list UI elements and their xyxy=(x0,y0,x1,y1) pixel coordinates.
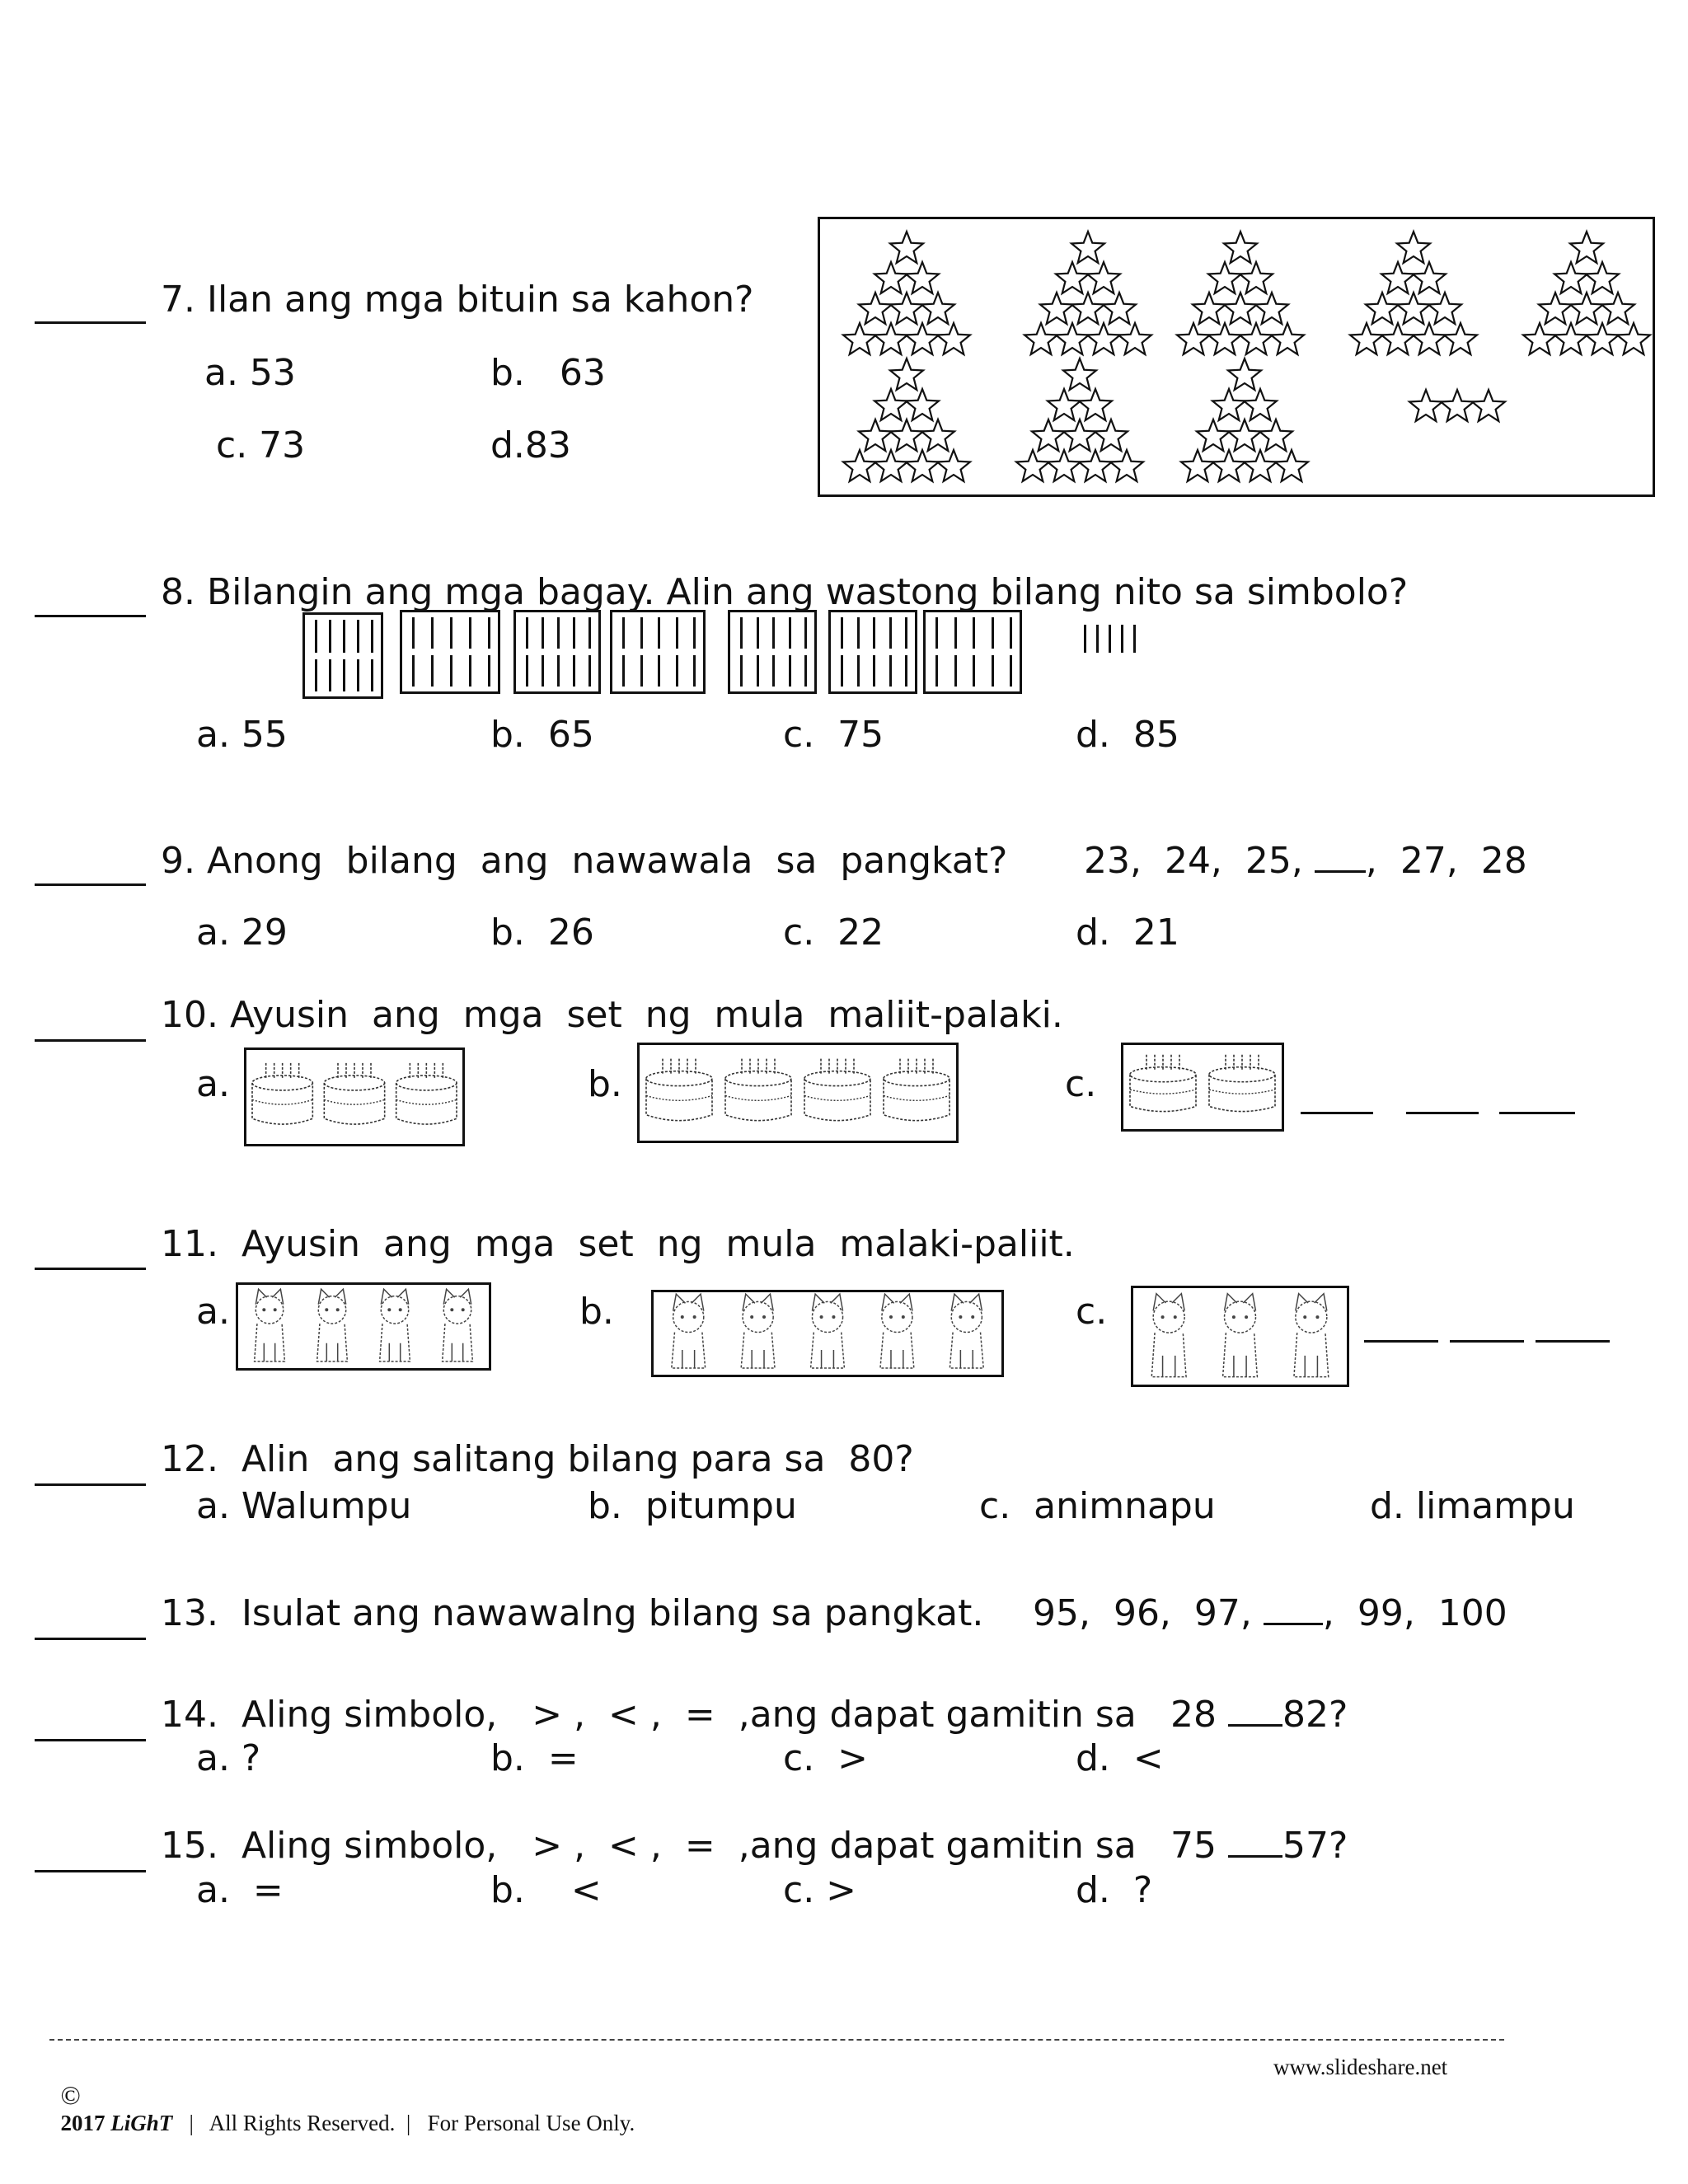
star-icon xyxy=(874,389,907,420)
star-icon xyxy=(1523,323,1556,354)
cat-icon xyxy=(950,1294,983,1368)
star-icon xyxy=(906,262,939,293)
question-15: 15. Aling simbolo, > , < , = ,ang dapat gamitin sa xyxy=(161,1825,1137,1867)
star-icon xyxy=(1240,323,1273,354)
star-icon xyxy=(1079,389,1112,420)
q10-set-b[interactable] xyxy=(637,1043,959,1143)
tally-mark xyxy=(431,655,434,687)
star-icon xyxy=(1177,323,1210,354)
tally-mark xyxy=(542,617,544,649)
q11-set-b[interactable] xyxy=(651,1290,1004,1377)
tally-mark xyxy=(772,655,775,687)
question-8: 8. Bilangin ang mga bagay. Alin ang wastong bilang nito sa simbolo? xyxy=(161,571,1409,613)
q9-option-b[interactable]: b. 26 xyxy=(490,912,594,954)
q14-option-d[interactable]: d. < xyxy=(1076,1737,1164,1779)
tally-mark xyxy=(992,655,994,687)
answer-blank-15[interactable] xyxy=(35,1860,146,1876)
q15-comparison-blank[interactable] xyxy=(1228,1855,1282,1858)
star-icon xyxy=(906,389,939,420)
tally-mark xyxy=(841,655,843,687)
question-7: 7. Ilan ang mga bituin sa kahon? xyxy=(161,279,754,321)
star-icon xyxy=(1539,293,1572,324)
star-icon xyxy=(1040,293,1073,324)
tally-mark xyxy=(557,655,560,687)
tally-mark xyxy=(371,620,373,653)
star-icon xyxy=(1208,262,1241,293)
tally-mark xyxy=(973,617,975,649)
star-icon xyxy=(1244,450,1277,481)
star-icon xyxy=(921,293,954,324)
tally-mark xyxy=(905,617,907,649)
star-icon xyxy=(1397,232,1430,263)
star-icon xyxy=(937,450,970,481)
star-icon xyxy=(1228,419,1261,451)
star-icon xyxy=(1110,450,1143,481)
star-icon xyxy=(1071,232,1104,263)
tally-mark xyxy=(889,655,892,687)
star-icon xyxy=(1381,323,1414,354)
star-icon xyxy=(1444,323,1477,354)
q9-sequence-blank[interactable] xyxy=(1315,870,1366,873)
star-icon xyxy=(1570,293,1603,324)
tally-mark xyxy=(804,617,807,649)
star-icon xyxy=(1271,323,1304,354)
tally-bundle xyxy=(400,610,500,694)
q12-option-b[interactable]: b. pitumpu xyxy=(588,1485,797,1527)
q9-option-a[interactable]: a. 29 xyxy=(196,912,288,954)
star-icon xyxy=(1413,262,1446,293)
tally-mark xyxy=(573,655,575,687)
footer-site: www.slideshare.net xyxy=(1273,2055,1448,2079)
tally-mark xyxy=(757,655,759,687)
q9-option-d[interactable]: d. 21 xyxy=(1076,912,1179,954)
star-icon xyxy=(1409,390,1442,421)
q9-option-c[interactable]: c. 22 xyxy=(783,912,884,954)
star-icon xyxy=(1056,262,1089,293)
cake-icon xyxy=(646,1057,712,1121)
cat-icon xyxy=(317,1289,348,1361)
q11-label-a: a. xyxy=(196,1291,230,1333)
star-icon xyxy=(1570,232,1603,263)
tally-mark xyxy=(329,620,331,653)
tally-mark xyxy=(905,655,907,687)
star-icon xyxy=(1554,262,1587,293)
star-icon xyxy=(1255,293,1288,324)
tally-mark xyxy=(954,617,957,649)
tally-mark xyxy=(740,617,743,649)
tally-mark xyxy=(542,655,544,687)
tally-mark xyxy=(857,617,860,649)
cake-icon xyxy=(725,1057,791,1121)
tally-mark xyxy=(469,655,471,687)
cat-icon xyxy=(443,1289,473,1361)
q15-option-c[interactable]: c. > xyxy=(783,1869,857,1911)
cake-icon xyxy=(252,1062,312,1124)
star-icon xyxy=(1087,323,1120,354)
star-icon xyxy=(1025,323,1057,354)
tally-mark xyxy=(973,655,975,687)
tally-bundle xyxy=(828,610,917,694)
q8-option-c[interactable]: c. 75 xyxy=(783,714,884,756)
q12-option-a[interactable]: a. Walumpu xyxy=(196,1485,412,1527)
answer-blank-10[interactable] xyxy=(35,1029,146,1045)
tally-mark xyxy=(841,617,843,649)
tally-mark xyxy=(488,655,490,687)
star-icon xyxy=(1275,450,1308,481)
star-icon xyxy=(1208,323,1241,354)
q8-option-a[interactable]: a. 55 xyxy=(196,714,288,756)
q11-order-blanks[interactable] xyxy=(1364,1330,1610,1346)
star-icon xyxy=(1381,262,1414,293)
answer-blank-7[interactable] xyxy=(35,312,146,327)
tally-mark xyxy=(315,659,317,692)
star-icon xyxy=(890,359,923,390)
star-icon xyxy=(874,450,907,481)
q8-option-d[interactable]: d. 85 xyxy=(1076,714,1179,756)
star-icon xyxy=(1413,323,1446,354)
star-icon xyxy=(1228,359,1261,390)
q7-option-a[interactable]: a. 53 xyxy=(204,352,296,394)
star-icon xyxy=(1063,419,1096,451)
star-icon xyxy=(1441,390,1474,421)
tally-mark xyxy=(371,659,373,692)
q7-option-b[interactable]: b. 63 xyxy=(490,352,606,394)
star-icon xyxy=(1118,323,1151,354)
star-icon xyxy=(1259,419,1292,451)
tally-mark xyxy=(315,620,317,653)
tally-mark xyxy=(1109,625,1111,653)
copyright-icon: © xyxy=(60,2080,81,2110)
tally-mark xyxy=(935,617,938,649)
star-icon xyxy=(1197,419,1230,451)
star-icon xyxy=(1181,450,1214,481)
tally-mark xyxy=(588,655,591,687)
tally-mark xyxy=(693,617,696,649)
star-icon xyxy=(843,450,876,481)
star-icon xyxy=(859,293,892,324)
tally-mark xyxy=(588,617,591,649)
cat-icon xyxy=(1294,1294,1329,1377)
star-icon xyxy=(890,232,923,263)
star-icon xyxy=(1472,390,1505,421)
q14-option-b[interactable]: b. = xyxy=(490,1737,579,1779)
tally-bundle xyxy=(610,610,706,694)
tally-mark xyxy=(573,617,575,649)
star-icon xyxy=(1224,293,1257,324)
tally-mark xyxy=(526,617,528,649)
q12-option-d[interactable]: d. limampu xyxy=(1370,1485,1575,1527)
tally-mark xyxy=(658,655,660,687)
question-11: 11. Ayusin ang mga set ng mula malaki-paliit. xyxy=(161,1223,1075,1265)
star-icon xyxy=(1586,323,1619,354)
tally-mark xyxy=(343,620,345,653)
q14-option-c[interactable]: c. > xyxy=(783,1737,869,1779)
cat-icon xyxy=(380,1289,410,1361)
star-icon xyxy=(843,323,876,354)
question-14: 14. Aling simbolo, > , < , = ,ang dapat gamitin sa xyxy=(161,1694,1137,1736)
tally-mark xyxy=(450,655,452,687)
tally-mark xyxy=(357,620,359,653)
tally-mark xyxy=(1133,625,1136,653)
tally-mark xyxy=(640,655,643,687)
tally-mark xyxy=(622,617,625,649)
q14-comparison: 28 82? xyxy=(1170,1694,1348,1736)
tally-bundle xyxy=(923,610,1022,694)
q9-sequence: 23, 24, 25, , 27, 28 xyxy=(1084,840,1527,882)
star-icon xyxy=(1244,389,1277,420)
q15-option-d[interactable]: d. ? xyxy=(1076,1869,1153,1911)
tally-mark xyxy=(622,655,625,687)
cat-icon xyxy=(1223,1294,1258,1377)
tally-bundle xyxy=(728,610,817,694)
cat-icon xyxy=(1151,1294,1186,1377)
q10-order-blanks[interactable] xyxy=(1301,1102,1575,1118)
tally-mark xyxy=(1096,625,1099,653)
q11-label-b: b. xyxy=(579,1291,614,1333)
question-12: 12. Alin ang salitang bilang para sa 80? xyxy=(161,1438,914,1480)
answer-blank-9[interactable] xyxy=(35,874,146,889)
star-icon xyxy=(1079,450,1112,481)
star-icon xyxy=(1048,389,1081,420)
tally-mark xyxy=(1010,655,1012,687)
tally-mark xyxy=(857,655,860,687)
tally-mark xyxy=(343,659,345,692)
star-icon xyxy=(1056,323,1089,354)
q12-option-c[interactable]: c. animnapu xyxy=(979,1485,1216,1527)
q15-option-a[interactable]: a. = xyxy=(196,1869,284,1911)
tally-mark xyxy=(431,617,434,649)
answer-blank-11[interactable] xyxy=(35,1258,146,1273)
star-icon xyxy=(1095,419,1128,451)
tally-mark xyxy=(526,655,528,687)
tally-mark xyxy=(873,617,875,649)
q10-label-b: b. xyxy=(588,1063,622,1105)
tally-mark xyxy=(1084,625,1086,653)
question-13: 13. Isulat ang nawawalng bilang sa pangkat. xyxy=(161,1592,984,1634)
tally-mark xyxy=(889,617,892,649)
tally-mark xyxy=(488,617,490,649)
tally-mark xyxy=(557,617,560,649)
q10-set-c[interactable] xyxy=(1121,1043,1284,1132)
star-icon xyxy=(1063,359,1096,390)
q11-label-c: c. xyxy=(1076,1291,1108,1333)
question-9: 9. Anong bilang ang nawawala sa pangkat? xyxy=(161,840,1008,882)
q15-comparison: 75 57? xyxy=(1170,1825,1348,1867)
answer-blank-14[interactable] xyxy=(35,1729,146,1745)
tally-mark xyxy=(789,617,791,649)
q7-option-d[interactable]: d.83 xyxy=(490,424,571,466)
q10-label-a: a. xyxy=(196,1063,230,1105)
tally-mark xyxy=(1010,617,1012,649)
stars-box xyxy=(818,217,1655,497)
star-icon xyxy=(1617,323,1650,354)
tally-mark xyxy=(693,655,696,687)
tally-mark xyxy=(804,655,807,687)
q8-option-b[interactable]: b. 65 xyxy=(490,714,594,756)
question-10: 10. Ayusin ang mga set ng mula maliit-palaki. xyxy=(161,994,1063,1036)
star-icon xyxy=(1087,262,1120,293)
star-icon xyxy=(1554,323,1587,354)
tally-mark xyxy=(412,655,415,687)
q14-option-a[interactable]: a. ? xyxy=(196,1737,261,1779)
tally-mark xyxy=(676,617,678,649)
cat-icon xyxy=(672,1294,706,1368)
star-icon xyxy=(874,323,907,354)
q10-set-a[interactable] xyxy=(244,1047,465,1146)
tally-mark xyxy=(954,655,957,687)
star-icon xyxy=(1212,450,1245,481)
q13-sequence: 95, 96, 97, , 99, 100 xyxy=(1033,1592,1507,1634)
tally-mark xyxy=(992,617,994,649)
answer-blank-13[interactable] xyxy=(35,1628,146,1643)
tally-bundle xyxy=(513,610,601,694)
footer-divider xyxy=(49,2039,1504,2041)
star-icon xyxy=(1350,323,1383,354)
star-icon xyxy=(890,419,923,451)
star-icon xyxy=(1601,293,1634,324)
tally-mark xyxy=(740,655,743,687)
star-icon xyxy=(1586,262,1619,293)
tally-mark xyxy=(469,617,471,649)
cat-icon xyxy=(741,1294,775,1368)
star-icon xyxy=(1428,293,1461,324)
star-icon xyxy=(1016,450,1049,481)
q13-sequence-blank[interactable] xyxy=(1264,1623,1323,1625)
tally-mark xyxy=(412,617,415,649)
tally-mark xyxy=(789,655,791,687)
q7-option-c[interactable]: c. 73 xyxy=(216,424,306,466)
answer-blank-12[interactable] xyxy=(35,1474,146,1489)
q10-label-c: c. xyxy=(1065,1063,1097,1105)
tally-mark xyxy=(676,655,678,687)
star-icon xyxy=(921,419,954,451)
cat-icon xyxy=(255,1289,285,1361)
star-icon xyxy=(890,293,923,324)
cake-icon xyxy=(884,1057,950,1121)
star-icon xyxy=(906,323,939,354)
star-icon xyxy=(1103,293,1136,324)
tally-mark xyxy=(357,659,359,692)
star-icon xyxy=(1032,419,1065,451)
cake-icon xyxy=(804,1057,870,1121)
star-icon xyxy=(1212,389,1245,420)
star-icon xyxy=(1048,450,1081,481)
tally-mark xyxy=(640,617,643,649)
footer-copyright: © 2017 LiGhT | All Rights Reserved. | For Personal Use Only. xyxy=(60,2080,635,2135)
tally-mark xyxy=(658,617,660,649)
q15-option-b[interactable]: b. < xyxy=(490,1869,602,1911)
cake-icon xyxy=(396,1062,457,1124)
star-icon xyxy=(1366,293,1399,324)
star-icon xyxy=(859,419,892,451)
tally-mark xyxy=(772,617,775,649)
star-icon xyxy=(1240,262,1273,293)
tally-mark xyxy=(757,617,759,649)
cake-icon xyxy=(1130,1053,1196,1112)
q14-comparison-blank[interactable] xyxy=(1228,1724,1282,1727)
tally-mark xyxy=(1121,625,1123,653)
tally-mark xyxy=(935,655,938,687)
star-icon xyxy=(1224,232,1257,263)
stars-illustration xyxy=(820,219,1653,494)
cake-icon xyxy=(324,1062,384,1124)
q11-set-a[interactable] xyxy=(236,1282,491,1371)
cat-icon xyxy=(880,1294,914,1368)
tally-mark xyxy=(450,617,452,649)
star-icon xyxy=(1397,293,1430,324)
cat-icon xyxy=(811,1294,845,1368)
tally-loose xyxy=(1074,620,1148,653)
tally-mark xyxy=(329,659,331,692)
cake-icon xyxy=(1209,1053,1275,1112)
star-icon xyxy=(1071,293,1104,324)
star-icon xyxy=(937,323,970,354)
q11-set-c[interactable] xyxy=(1131,1286,1349,1387)
star-icon xyxy=(906,450,939,481)
tally-bundle xyxy=(302,612,383,699)
star-icon xyxy=(1193,293,1226,324)
star-icon xyxy=(874,262,907,293)
answer-blank-8[interactable] xyxy=(35,605,146,621)
tally-mark xyxy=(873,655,875,687)
